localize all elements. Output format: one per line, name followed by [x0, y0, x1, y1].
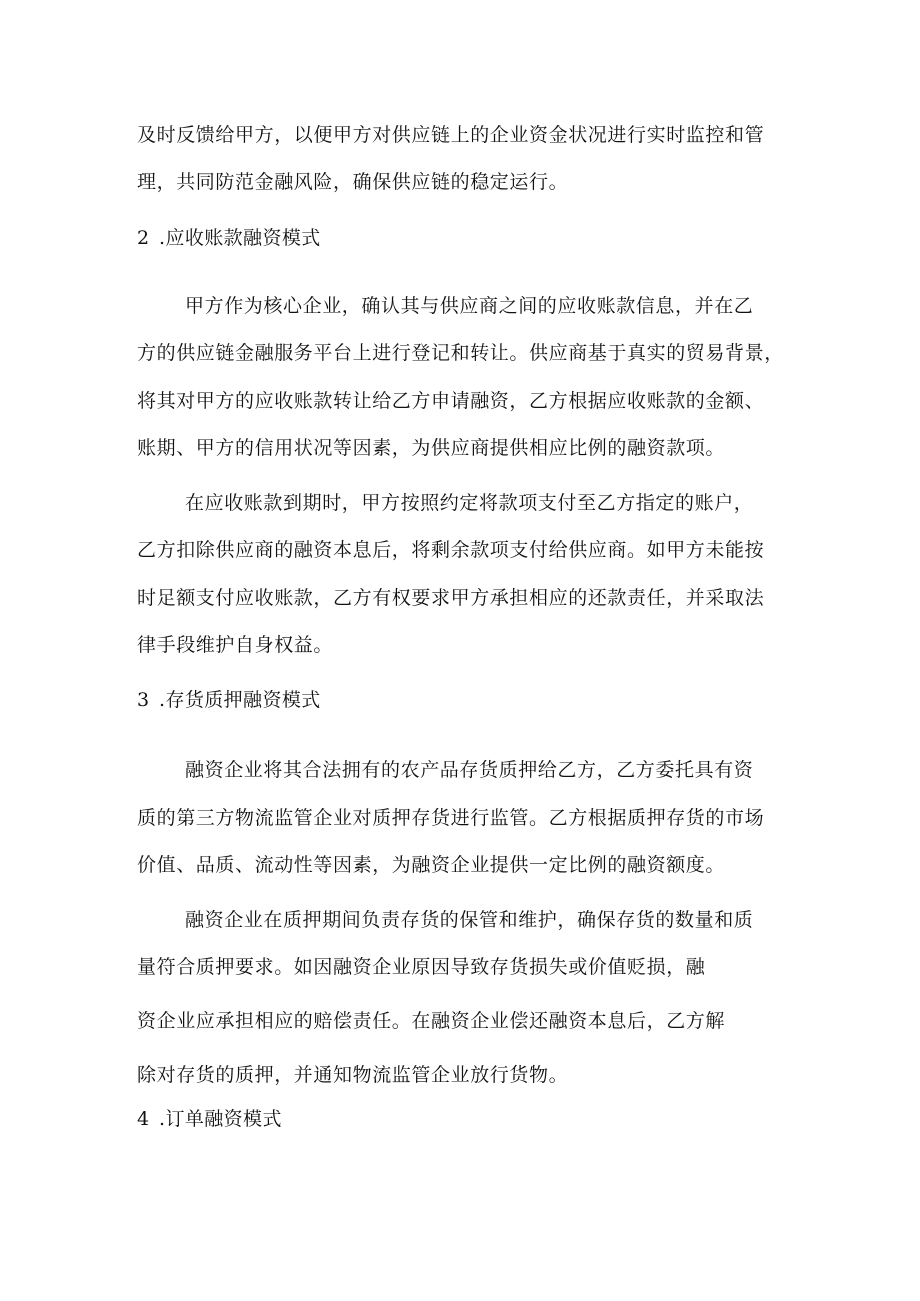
- paragraph-line: 将其对甲方的应收账款转让给乙方申请融资，乙方根据应收账款的金额、: [137, 390, 765, 412]
- section-title: .应收账款融资模式: [159, 227, 321, 249]
- paragraph-line: 账期、甲方的信用状况等因素，为供应商提供相应比例的融资款项。: [137, 437, 726, 459]
- paragraph-line: 融资企业将其合法拥有的农产品存货质押给乙方，乙方委托具有资: [185, 759, 754, 781]
- paragraph-line: 乙方扣除供应商的融资本息后，将剩余款项支付给供应商。如甲方未能按: [137, 539, 765, 561]
- section-number: 2: [137, 227, 150, 249]
- paragraph-line: 律手段维护自身权益。: [137, 634, 334, 656]
- section-number: 4: [137, 1108, 150, 1130]
- paragraph-line: 除对存货的质押，并通知物流监管企业放行货物。: [137, 1064, 569, 1086]
- paragraph-line: 甲方作为核心企业，确认其与供应商之间的应收账款信息，并在乙: [185, 295, 754, 317]
- section-heading-2: [137, 226, 321, 250]
- paragraph-line: 融资企业在质押期间负责存货的保管和维护，确保存货的数量和质: [185, 909, 754, 931]
- paragraph-line: 理，共同防范金融风险，确保供应链的稳定运行。: [137, 171, 569, 193]
- section-heading-3: [137, 688, 321, 712]
- paragraph-line: 价值、品质、流动性等因素，为融资企业提供一定比例的融资额度。: [137, 854, 726, 876]
- section-number: 3: [137, 689, 150, 711]
- paragraph-line: 方的供应链金融服务平台上进行登记和转让。供应商基于真实的贸易背景，: [137, 342, 784, 364]
- paragraph-line: 量符合质押要求。如因融资企业原因导致存货损失或价值贬损，融: [137, 956, 706, 978]
- paragraph-line: 在应收账款到期时，甲方按照约定将款项支付至乙方指定的账户，: [185, 492, 754, 514]
- paragraph-line: 时足额支付应收账款，乙方有权要求甲方承担相应的还款责任，并采取法: [137, 587, 765, 609]
- section-title: .存货质押融资模式: [159, 689, 321, 711]
- section-title: .订单融资模式: [159, 1108, 282, 1130]
- paragraph-line: 资企业应承担相应的赔偿责任。在融资企业偿还融资本息后，乙方解: [137, 1010, 726, 1032]
- paragraph-line: 及时反馈给甲方，以便甲方对供应链上的企业资金状况进行实时监控和管: [137, 124, 765, 146]
- section-heading-4: [137, 1107, 282, 1131]
- paragraph-line: 质的第三方物流监管企业对质押存货进行监管。乙方根据质押存货的市场: [137, 807, 765, 829]
